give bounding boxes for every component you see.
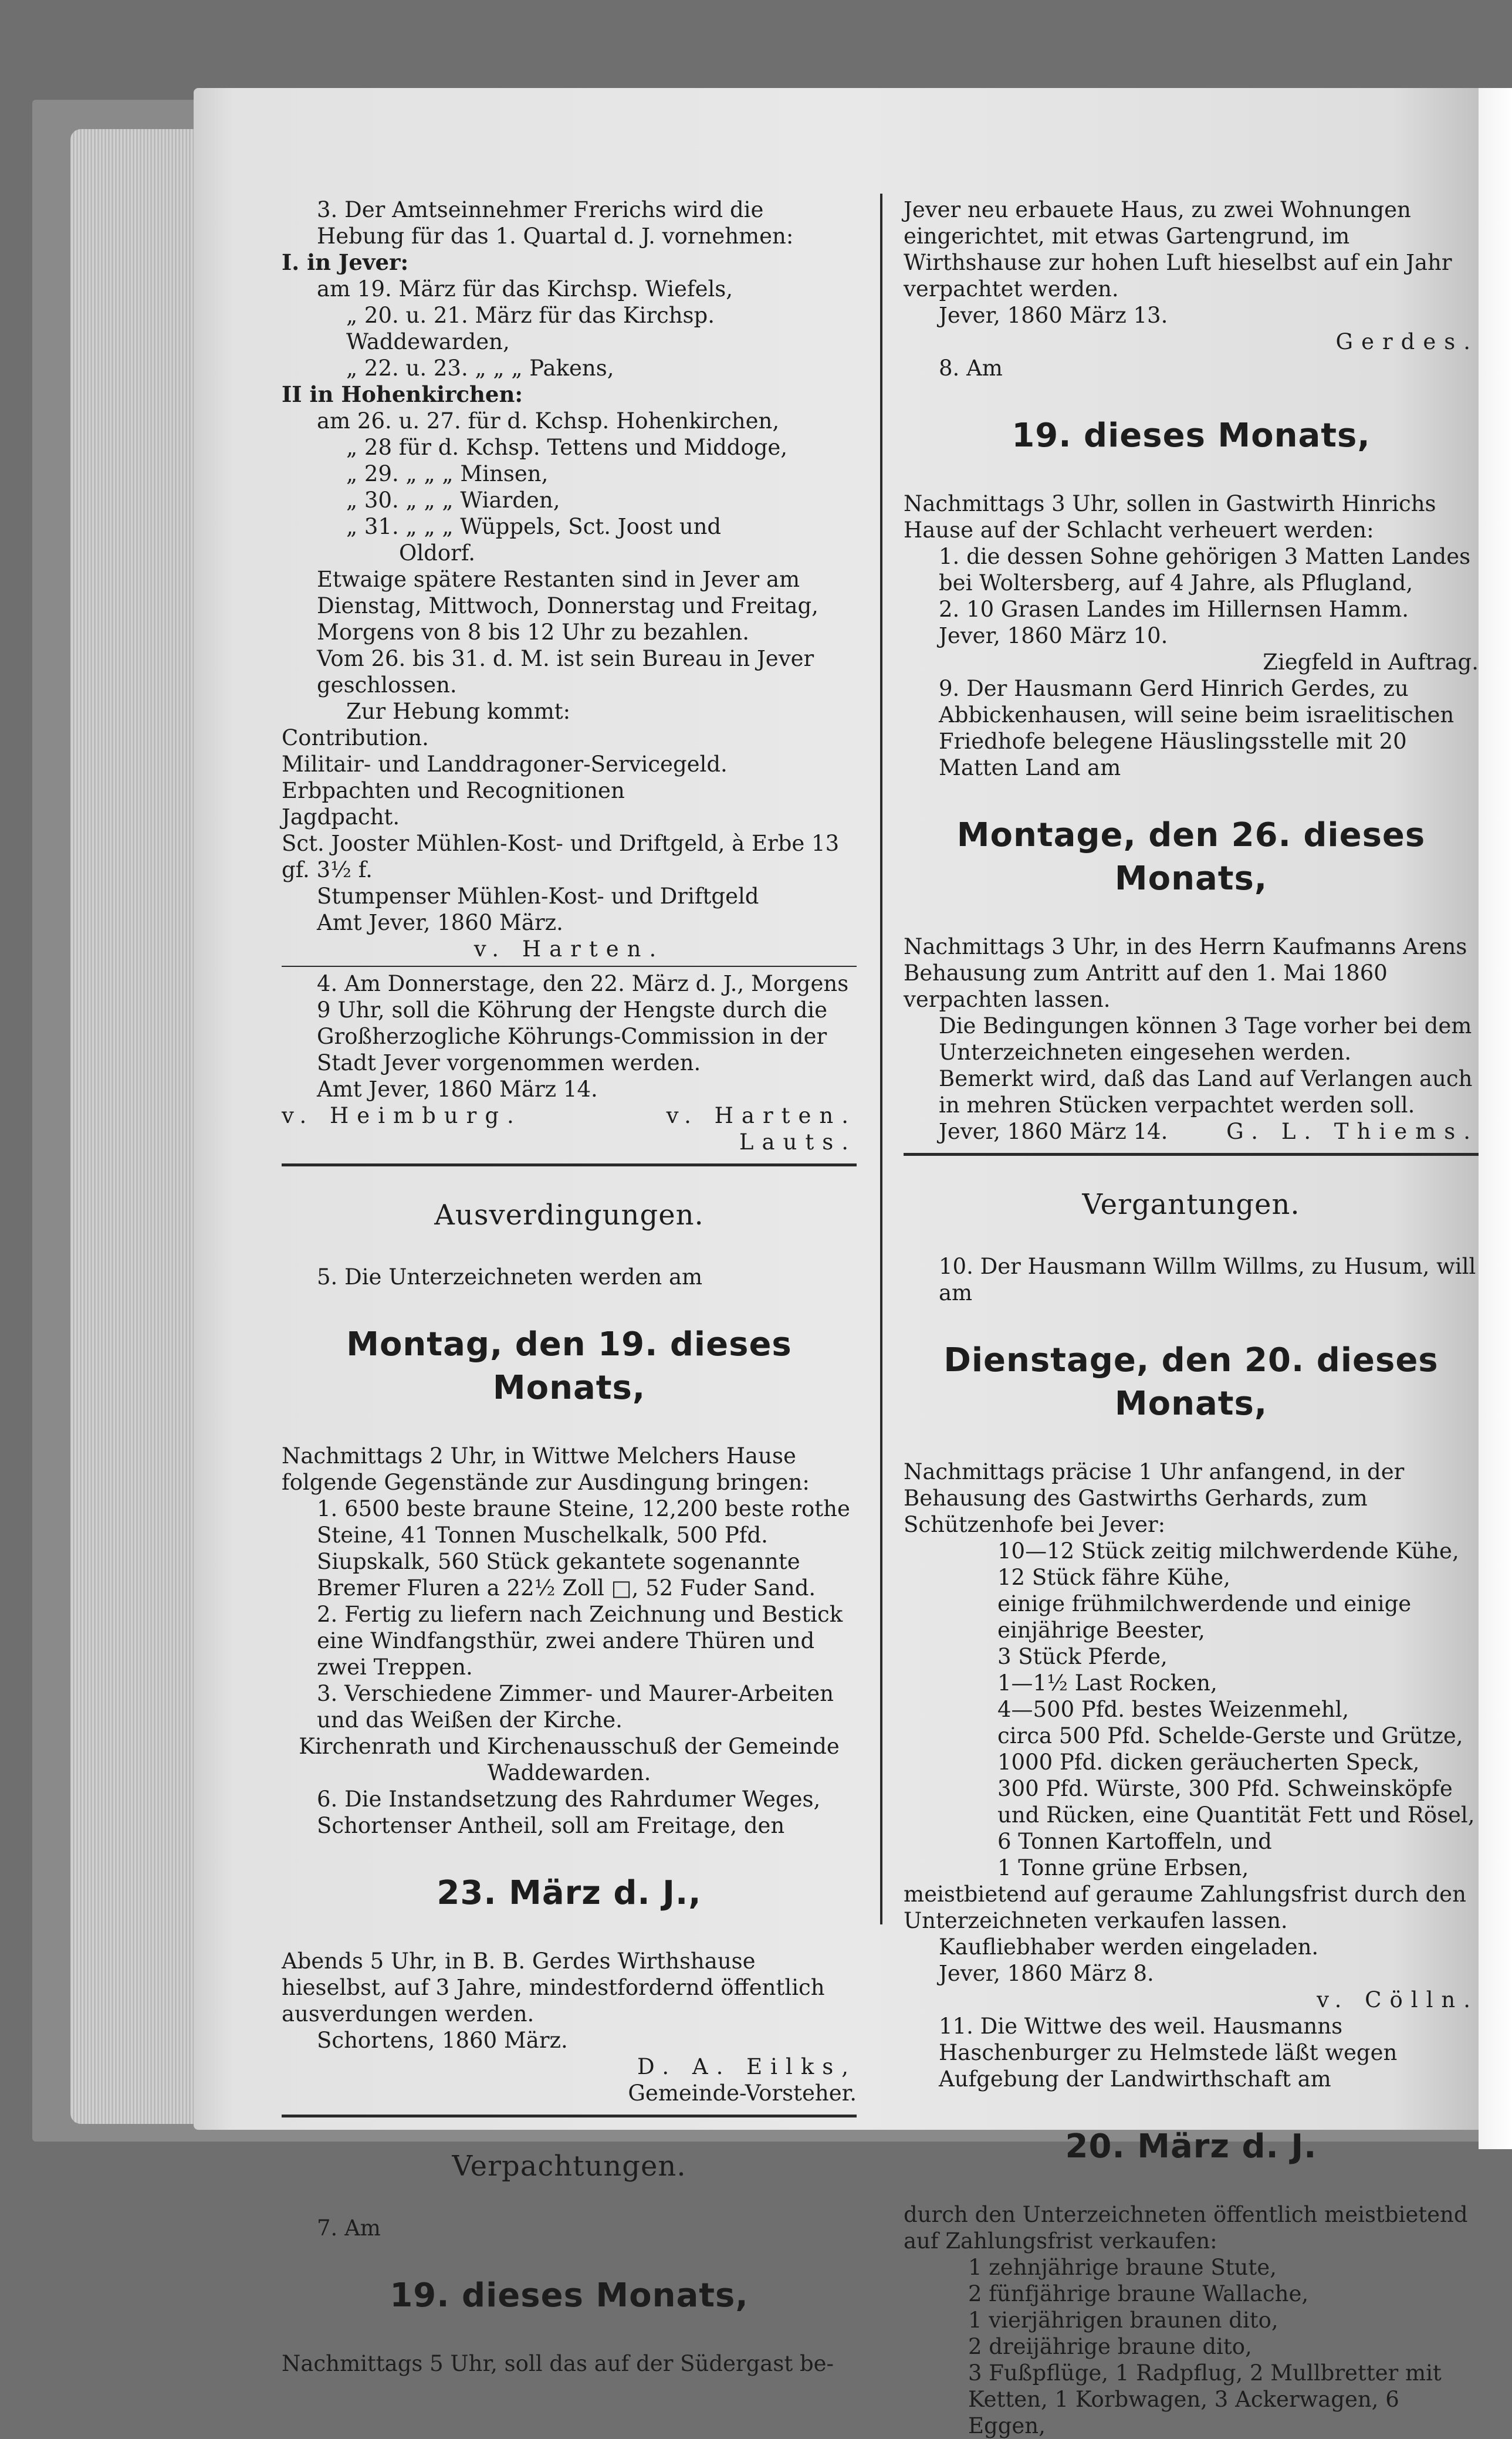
notice-4-signature-under: Lauts. [739,1129,857,1155]
notice-8-item: 1. die dessen Sohne gehörigen 3 Matten Landes bei Woltersberg, auf 4 Jahre, als Pflugland, [939,544,1471,596]
notice-10-item: 1—1½ Last Rocken, [997,1670,1217,1696]
notice-3-item: Erbpachten und Recognitionen [282,778,625,803]
notice-11 [904,2013,1479,2439]
notice-3-line: „ 22. u. 23. „ „ „ Pakens, [346,356,614,381]
notice-10-item: circa 500 Pfd. Schelde-Gerste und Grütze, [997,1723,1463,1748]
notice-11-item: 1 vierjährigen braunen dito, [968,2308,1278,2333]
page-edges [70,129,211,2124]
notice-8-place-date: Jever, 1860 März 10. [939,623,1168,648]
notice-9-body3: Bemerkt wird, daß das Land auf Verlangen auch in mehren Stücken verpachtet werden soll. [939,1066,1473,1118]
notice-7-intro: 7. Am [317,2215,381,2241]
notice-10 [904,1253,1479,2013]
notice-4-signatures [282,1102,857,1129]
notice-10-item: 1 Tonne grüne Erbsen, [997,1855,1249,1880]
notice-8-intro: 8. Am [939,356,1003,381]
notice-10-item: 12 Stück fähre Kühe, [997,1565,1230,1590]
notice-4-place-date: Amt Jever, 1860 März 14. [317,1077,598,1102]
notice-9-signature: G. L. Thiems. [1226,1119,1479,1144]
notice-6-signature-title: Gemeinde-Vorsteher. [628,2081,857,2106]
notice-3-item: Contribution. [282,725,429,750]
notice-5-intro: 5. Die Unterzeichneten werden am [317,1264,703,1290]
notice-3-line: „ 29. „ „ „ Minsen, [346,461,549,486]
notice-7-body: Nachmittags 5 Uhr, soll das auf der Südergast be- [282,2351,834,2376]
notice-10-body: Nachmittags präcise 1 Uhr anfangend, in der Behausung des Gastwirths Gerhards, zum Schützenhofe bei Jever: [904,1459,1405,1537]
notice-11-intro: 11. Die Wittwe des weil. Hausmanns Haschenburger zu Helmstede läßt wegen Aufgebung der Landwirthschaft am [939,2014,1398,2092]
notice-6 [282,1786,857,2106]
notice-10-intro: 10. Der Hausmann Willm Willms, zu Husum, will am [939,1254,1476,1305]
notice-3 [282,197,857,962]
notice-3-intro: 3. Der Amtseinnehmer Frerichs wird die Hebung für das 1. Quartal d. J. vornehmen: [317,197,794,249]
notice-5-item: 2. Fertig zu liefern nach Zeichnung und Bestick eine Windfangsthür, zwei andere Thüren und zwei Treppen. [317,1602,843,1680]
notice-10-item: 4—500 Pfd. bestes Weizenmehl, [997,1697,1349,1722]
notice-3-item: Jagdpacht. [282,804,400,830]
section-separator [282,1163,857,1166]
notice-8-date-headline: 19. dieses Monats, [1012,417,1371,455]
notice-6-signature: D. A. Eilks, [637,2054,857,2079]
notice-10-signature: v. Cölln. [1317,1987,1479,2012]
notice-4-body: 4. Am Donnerstage, den 22. März d. J., Morgens 9 Uhr, soll die Köhrung der Hengste durch die Großherzogliche Köhrungs-Commission in der Stadt Jever vorgenommen werden. [317,971,849,1075]
notice-3-part1-heading: I. in Jever: [282,249,409,275]
notice-5-signature: Kirchenrath und Kirchenausschuß der Gemeinde Waddewarden. [299,1734,840,1785]
notice-5-item: 3. Verschiedene Zimmer- und Maurer-Arbeiten und das Weißen der Kirche. [317,1681,834,1733]
notice-5-body: Nachmittags 2 Uhr, in Wittwe Melchers Hause folgende Gegenstände zur Ausdingung bringen: [282,1443,810,1495]
section-heading-vergantungen: Vergantungen. [1082,1188,1300,1221]
notice-7-continued [904,197,1479,355]
notice-10-item: einige frühmilchwerdende und einige einjährige Beester, [997,1591,1412,1643]
notice-5-item: 1. 6500 beste braune Steine, 12,200 beste rothe Steine, 41 Tonnen Muschelkalk, 500 Pfd. Siupskalk, 560 Stück gekantete sogenannte Bremer Fluren a 22½ Zoll □, 52 Fuder Sand. [317,1496,850,1601]
notice-11-date-headline: 20. März d. J. [1065,2127,1317,2166]
notice-10-date-headline: Dienstage, den 20. dieses Monats, [943,1341,1439,1423]
section-heading-verpachtungen: Verpachtungen. [452,2150,686,2183]
left-column [282,197,857,2377]
section-separator [904,1153,1479,1156]
column-divider [880,194,882,1924]
notice-8-item: 2. 10 Grasen Landes im Hillernsen Hamm. [939,597,1409,622]
notice-9-date-headline: Montage, den 26. dieses Monats, [956,816,1426,898]
notice-10-body3: Kaufliebhaber werden eingeladen. [939,1934,1319,1960]
notice-3-signature: v. Harten. [473,936,665,962]
notice-11-item: 3 Fußpflüge, 1 Radpflug, 2 Mullbretter mit Ketten, 1 Korbwagen, 3 Ackerwagen, 6 Eggen, [968,2360,1442,2438]
notice-4-signature-left: v. Heimburg. [282,1103,522,1128]
notice-6-date-headline: 23. März d. J., [437,1874,702,1912]
section-separator [282,2115,857,2117]
notice-9-intro: 9. Der Hausmann Gerd Hinrich Gerdes, zu Abbickenhausen, will seine beim israelitischen Friedhofe belegene Häuslingsstelle mit 20 Matten Land am [939,676,1455,780]
notice-3-line: „ 31. „ „ „ Wüppels, Sct. Joost und [346,514,722,539]
notice-11-body: durch den Unterzeichneten öffentlich meistbietend auf Zahlungsfrist verkaufen: [904,2202,1468,2254]
notice-7-cont-body: Jever neu erbauete Haus, zu zwei Wohnungen eingerichtet, mit etwas Gartengrund, im Wirthshause zur hohen Luft hieselbst auf ein Jahr verpachtet werden. [904,197,1452,302]
notice-9-footer [904,1118,1479,1145]
notice-10-item: 3 Stück Pferde, [997,1644,1168,1669]
notice-10-item: 300 Pfd. Würste, 300 Pfd. Schweinsköpfe und Rücken, eine Quantität Fett und Rösel, [997,1776,1475,1828]
notice-5-date-headline: Montag, den 19. dieses Monats, [346,1325,792,1407]
notice-11-item: 1 zehnjährige braune Stute, [968,2255,1277,2280]
notice-3-part2-heading: II in Hohenkirchen: [282,381,523,407]
notice-10-item: 6 Tonnen Kartoffeln, und [997,1829,1272,1854]
notice-7 [282,2215,857,2377]
notice-3-body2: Vom 26. bis 31. d. M. ist sein Bureau in Jever geschlossen. [317,646,814,698]
notice-10-place-date: Jever, 1860 März 8. [939,1961,1154,1986]
adjacent-page-edge [1479,88,1512,2149]
notice-3-line: am 26. u. 27. für d. Kchsp. Hohenkirchen, [317,408,780,434]
notice-6-intro: 6. Die Instandsetzung des Rahrdumer Weges, Schortenser Antheil, soll am Freitage, den [317,1787,821,1838]
notice-9-place-date: Jever, 1860 März 14. [939,1119,1168,1144]
notice-3-line: am 19. März für das Kirchsp. Wiefels, [317,276,733,302]
notice-11-item: 2 fünfjährige braune Wallache, [968,2281,1309,2306]
notice-10-item: 10—12 Stück zeitig milchwerdende Kühe, [997,1538,1459,1564]
notice-10-body2: meistbietend auf geraume Zahlungsfrist durch den Unterzeichneten verkaufen lassen. [904,1882,1466,1933]
notice-3-item: Stumpenser Mühlen-Kost- und Driftgeld [317,884,759,909]
notice-3-body: Etwaige spätere Restanten sind in Jever am Dienstag, Mittwoch, Donnerstag und Freitag, Morgens von 8 bis 12 Uhr zu bezahlen. [317,567,818,645]
notice-4-signature-right: v. Harten. [666,1103,857,1128]
notice-11-item: 2 dreijährige braune dito, [968,2334,1252,2359]
notice-5 [282,1264,857,1786]
section-heading-ausverdingungen: Ausverdingungen. [434,1199,704,1232]
notice-3-line: Oldorf. [399,540,475,566]
notice-separator [282,966,857,967]
notice-7-cont-signature: Gerdes. [1335,329,1479,354]
notice-9 [904,675,1479,1145]
notice-8 [904,355,1479,675]
right-column [904,197,1479,2439]
notice-3-item: Sct. Jooster Mühlen-Kost- und Driftgeld, à Erbe 13 gf. 3½ f. [282,831,840,882]
notice-8-body: Nachmittags 3 Uhr, sollen in Gastwirth Hinrichs Hause auf der Schlacht verheuert werden: [904,491,1436,543]
notice-6-body: Abends 5 Uhr, in B. B. Gerdes Wirthshause hieselbst, auf 3 Jahre, mindestfordernd öffentlich ausverdungen werden. [282,1949,825,2027]
notice-9-body2: Die Bedingungen können 3 Tage vorher bei dem Unterzeichneten eingesehen werden. [939,1013,1472,1065]
notice-3-place-date: Amt Jever, 1860 März. [317,910,563,935]
notice-3-list-heading: Zur Hebung kommt: [346,699,571,724]
notice-3-line: „ 20. u. 21. März für das Kirchsp. Waddewarden, [346,303,715,354]
notice-4 [282,970,857,1155]
notice-8-signature: Ziegfeld in Auftrag. [1263,650,1479,675]
notice-3-line: „ 28 für d. Kchsp. Tettens und Middoge, [346,435,788,460]
notice-3-item: Militair- und Landdragoner-Servicegeld. [282,752,728,777]
notice-6-place-date: Schortens, 1860 März. [317,2028,568,2053]
notice-3-line: „ 30. „ „ „ Wiarden, [346,488,560,513]
notice-9-body: Nachmittags 3 Uhr, in des Herrn Kaufmanns Arens Behausung zum Antritt auf den 1. Mai 1860 verpachten lassen. [904,934,1467,1012]
notice-10-item: 1000 Pfd. dicken geräucherten Speck, [997,1750,1420,1775]
notice-7-date-headline: 19. dieses Monats, [390,2276,749,2315]
notice-7-cont-place-date: Jever, 1860 März 13. [939,303,1168,328]
